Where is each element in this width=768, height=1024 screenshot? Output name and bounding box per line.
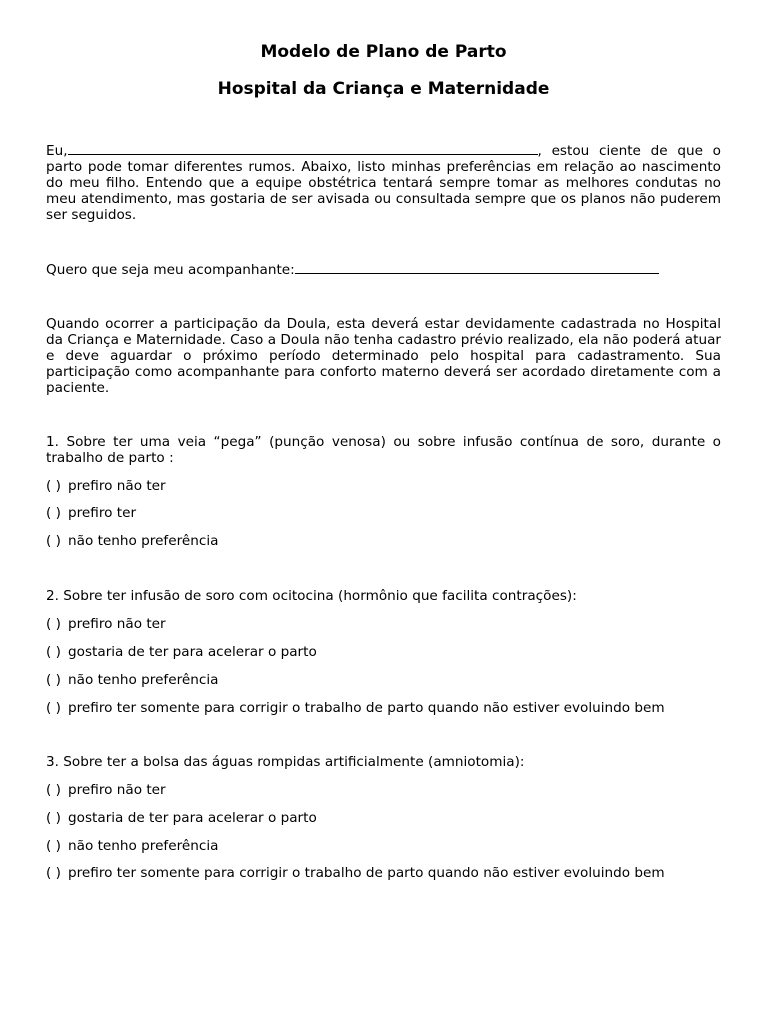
checkbox-mark[interactable]: ( ) <box>46 700 61 716</box>
option-label: prefiro ter <box>68 505 137 521</box>
checkbox-mark[interactable]: ( ) <box>46 838 61 854</box>
question-3-option-1[interactable] <box>46 782 166 798</box>
question-1-option-1[interactable] <box>46 478 166 494</box>
checkbox-mark[interactable]: ( ) <box>46 505 61 521</box>
option-label: prefiro ter somente para corrigir o trabalho de parto quando não estiver evoluindo bem <box>68 865 665 881</box>
option-label: gostaria de ter para acelerar o parto <box>68 810 317 826</box>
question-3-option-2[interactable] <box>46 810 317 826</box>
question-3-option-3[interactable] <box>46 838 218 854</box>
hospital-subtitle: Hospital da Criança e Maternidade <box>217 79 550 99</box>
option-label: não tenho preferência <box>68 672 219 688</box>
document-title: Modelo de Plano de Parto <box>260 42 507 62</box>
option-label: prefiro não ter <box>68 782 166 798</box>
question-2-option-4[interactable] <box>46 700 665 716</box>
intro-paragraph <box>46 142 721 223</box>
question-1-option-2[interactable] <box>46 505 136 521</box>
question-3-text: 3. Sobre ter a bolsa das águas rompidas artificialmente (amniotomia): <box>46 754 525 770</box>
option-label: prefiro não ter <box>68 478 166 494</box>
companion-line <box>46 261 659 278</box>
question-1-text: 1. Sobre ter uma veia “pega” (punção venosa) ou sobre infusão contínua de soro, durante o trabalho de parto : <box>46 434 721 466</box>
option-label: não tenho preferência <box>68 838 219 854</box>
option-label: prefiro não ter <box>68 616 166 632</box>
question-2-option-3[interactable] <box>46 672 218 688</box>
checkbox-mark[interactable]: ( ) <box>46 810 61 826</box>
question-3-option-4[interactable] <box>46 865 665 881</box>
checkbox-mark[interactable]: ( ) <box>46 616 61 632</box>
checkbox-mark[interactable]: ( ) <box>46 672 61 688</box>
checkbox-mark[interactable]: ( ) <box>46 782 61 798</box>
question-2-option-1[interactable] <box>46 616 166 632</box>
checkbox-mark[interactable]: ( ) <box>46 478 61 494</box>
checkbox-mark[interactable]: ( ) <box>46 533 61 549</box>
companion-blank-line[interactable] <box>295 261 659 274</box>
intro-text: , estou ciente de que o parto pode tomar diferentes rumos. Abaixo, listo minhas preferências em relação ao nascimento do meu filho. Entendo que a equipe obstétrica tentará sempre tomar as melhores condutas no meu atendimento, mas gostaria de ser avisada ou consultada sempre que os planos não puderem ser seguidos. <box>46 143 721 223</box>
option-label: não tenho preferência <box>68 533 219 549</box>
checkbox-mark[interactable]: ( ) <box>46 644 61 660</box>
question-2-option-2[interactable] <box>46 644 317 660</box>
question-1-option-3[interactable] <box>46 533 218 549</box>
question-2-text: 2. Sobre ter infusão de soro com ocitocina (hormônio que facilita contrações): <box>46 588 577 604</box>
option-label: gostaria de ter para acelerar o parto <box>68 644 317 660</box>
option-label: prefiro ter somente para corrigir o trabalho de parto quando não estiver evoluindo bem <box>68 700 665 716</box>
intro-prefix: Eu, <box>46 143 68 159</box>
name-blank-line[interactable] <box>68 142 538 155</box>
checkbox-mark[interactable]: ( ) <box>46 865 61 881</box>
doula-paragraph: Quando ocorrer a participação da Doula, esta deverá estar devidamente cadastrada no Hospital da Criança e Maternidade. Caso a Doula não tenha cadastro prévio realizado, ela não poderá atuar e deve aguardar o próximo período determinado pelo hospital para cadastramento. Sua participação como acompanhante para conforto materno deverá ser acordado diretamente com a paciente. <box>46 316 721 396</box>
companion-label: Quero que seja meu acompanhante: <box>46 262 295 278</box>
